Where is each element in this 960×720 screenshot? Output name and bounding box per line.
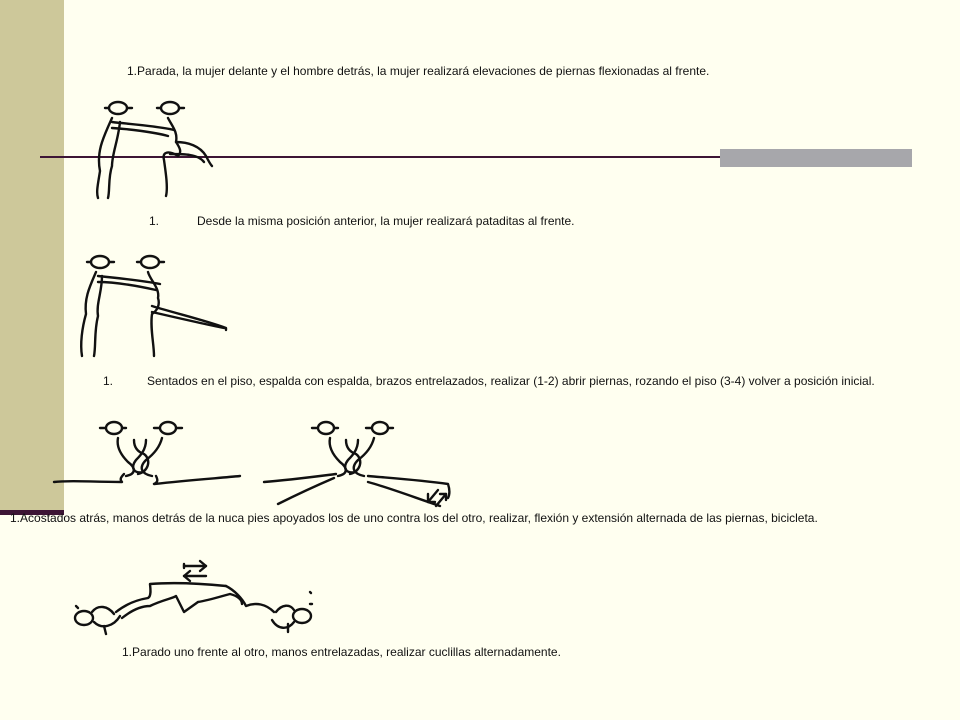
lying-bicycle-figure [66,560,326,640]
instruction-1 [127,64,709,78]
instruction-5 [122,645,561,659]
instruction-text: Parado uno frente al otro, manos entrelazadas, realizar cuclillas alternadamente. [132,645,561,659]
seated-back-to-back-figure [50,414,460,514]
instruction-3 [103,374,875,388]
instruction-2 [149,214,575,228]
instruction-4 [10,511,818,525]
instruction-number: 1. [122,645,133,659]
instruction-text: Sentados en el piso, espalda con espalda, brazos entrelazados, realizar (1-2) abrir piernas, rozando el piso (3-4) volver a posición inicial. [147,374,875,388]
gray-accent-block [720,149,912,167]
standing-leg-raise-figure [88,96,218,206]
instruction-text: Parada, la mujer delante y el hombre detrás, la mujer realizará elevaciones de piernas flexionadas al frente. [137,64,710,78]
standing-front-kick-figure [68,248,238,363]
instruction-number: 1. [149,214,160,228]
instruction-number: 1. [10,511,21,525]
instruction-text: Desde la misma posición anterior, la mujer realizará pataditas al frente. [197,214,575,228]
instruction-text: Acostados atrás, manos detrás de la nuca pies apoyados los de uno contra los del otro, realizar, flexión y extensión alternada de las piernas, bicicleta. [20,511,818,525]
instruction-number: 1. [127,64,138,78]
instruction-number: 1. [103,374,114,388]
